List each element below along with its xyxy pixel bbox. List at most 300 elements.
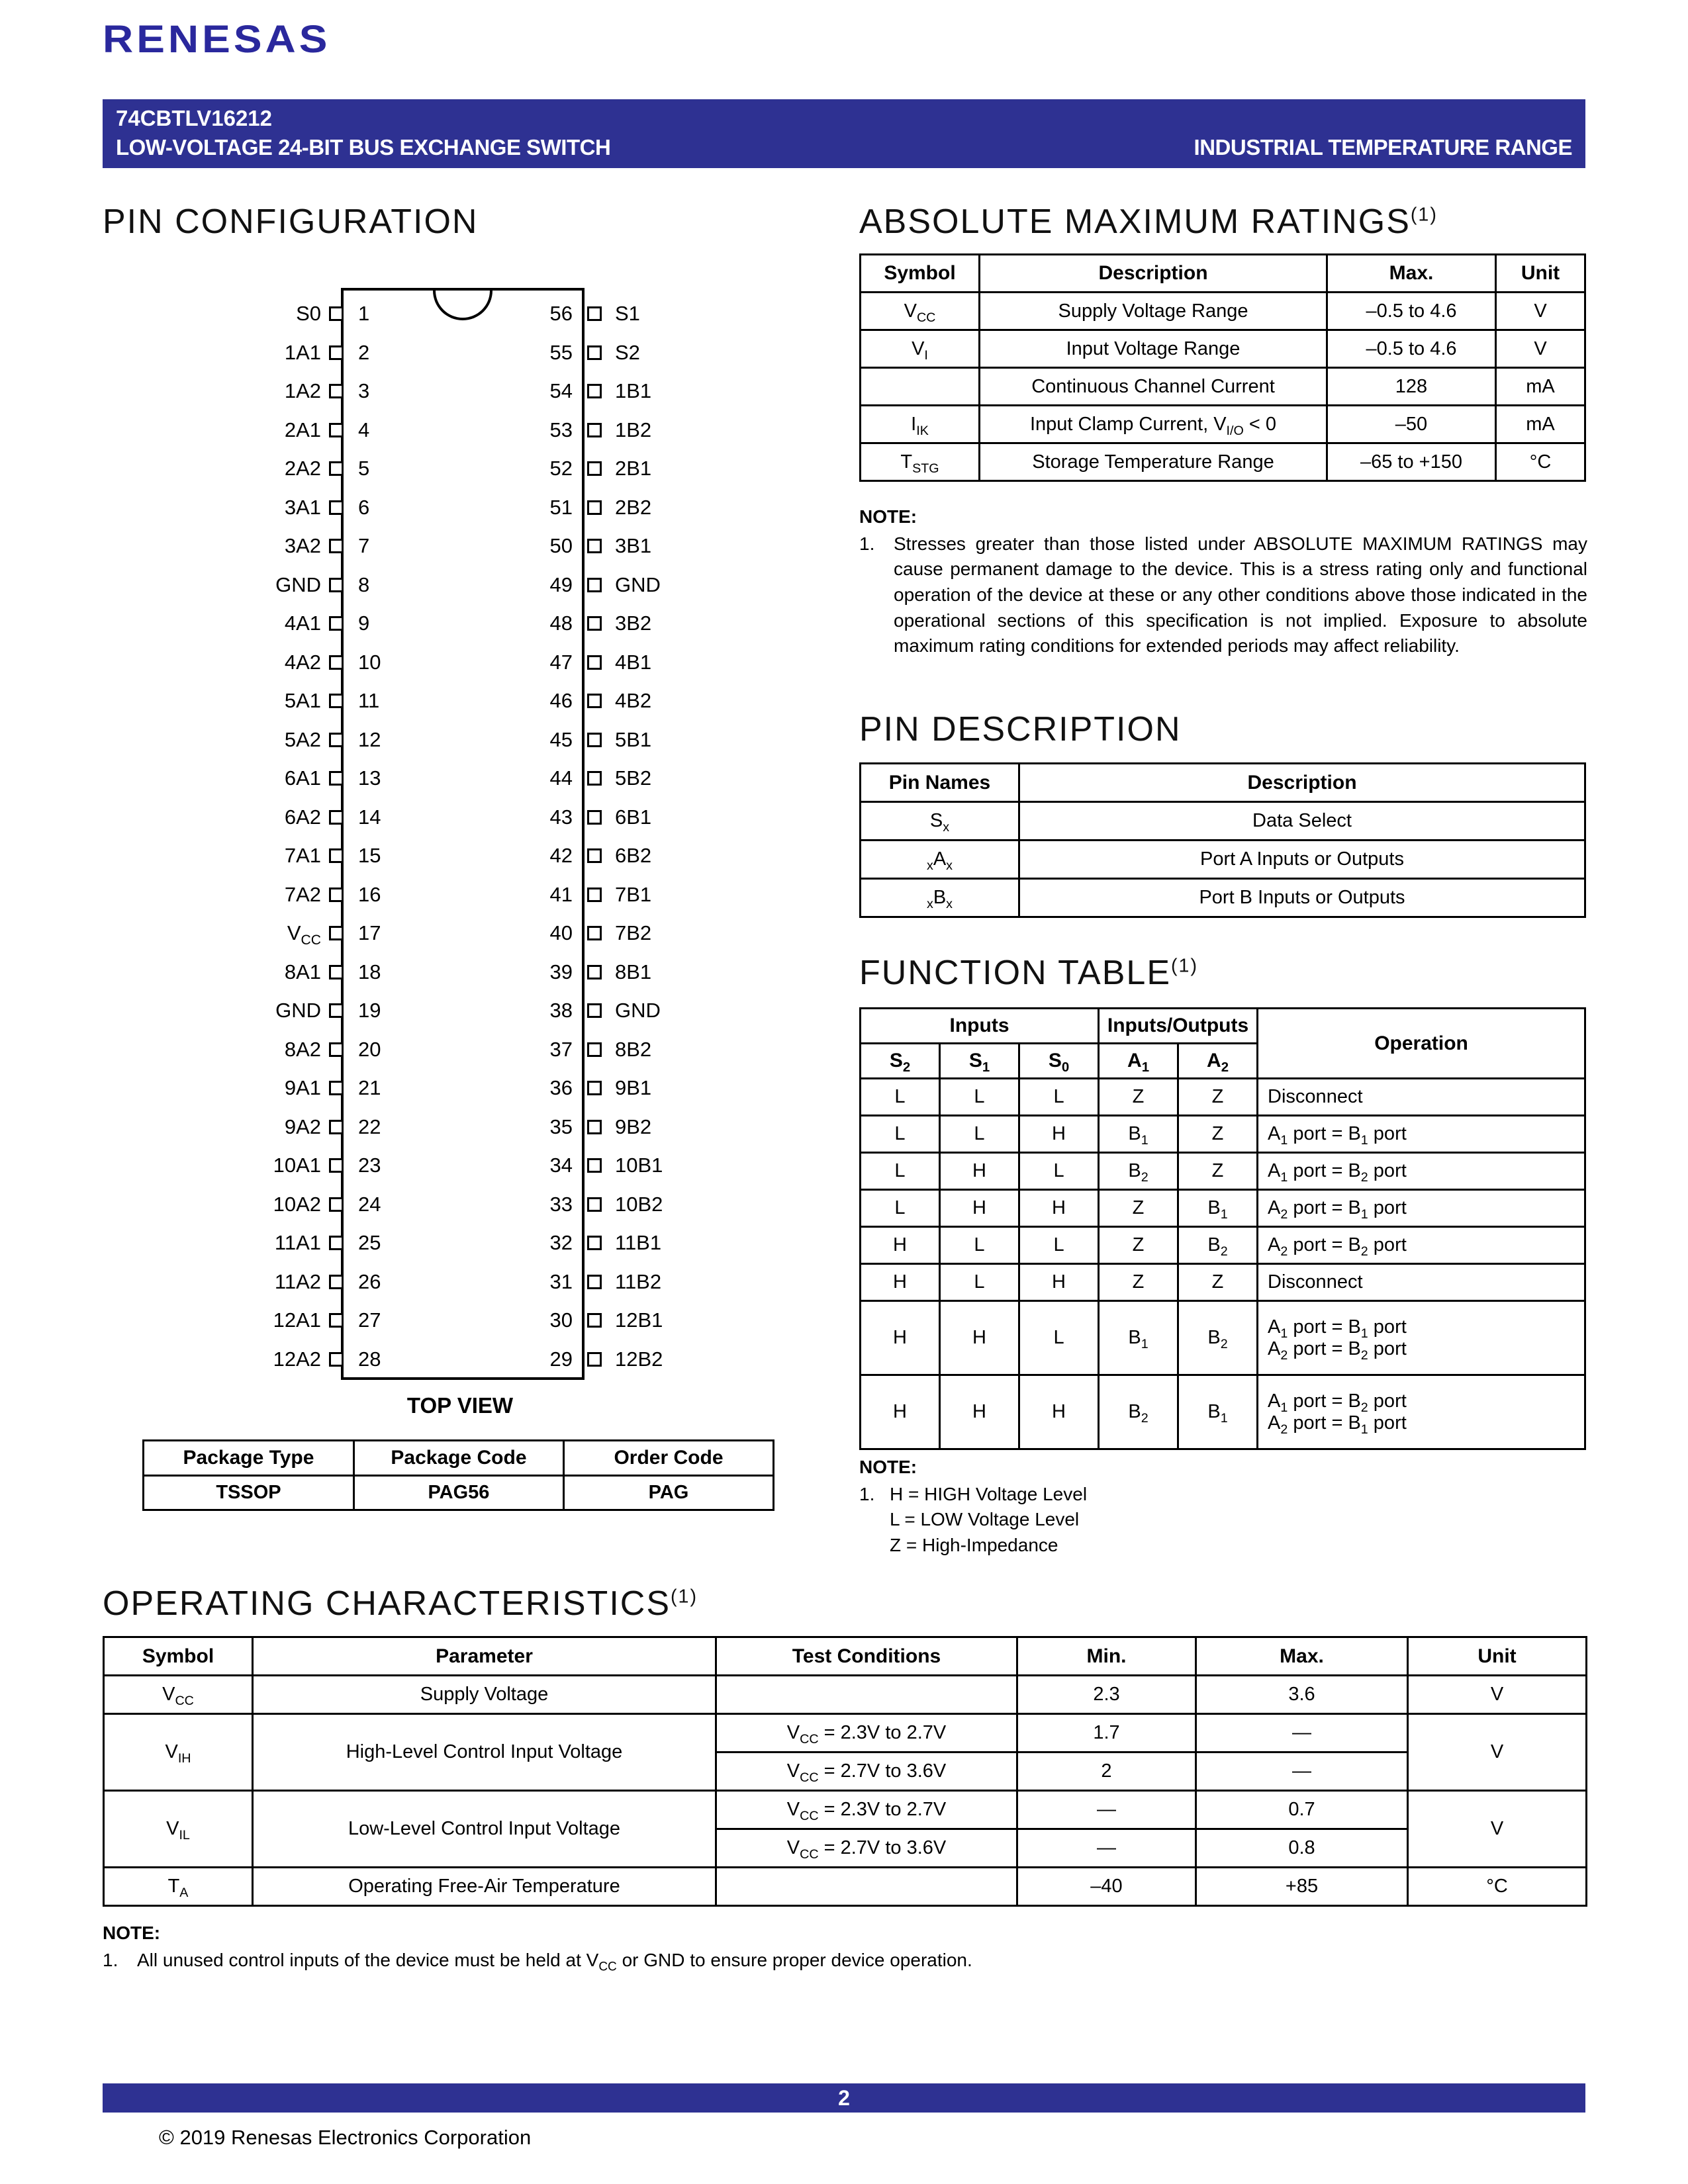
pin-label: GND bbox=[615, 572, 661, 596]
cell: H bbox=[940, 1375, 1019, 1449]
cell: 2 bbox=[1017, 1752, 1196, 1791]
description-header: Description bbox=[1019, 764, 1585, 802]
pin-square-icon bbox=[587, 539, 602, 553]
cell: High-Level Control Input Voltage bbox=[253, 1714, 716, 1791]
pin-number: 54 bbox=[549, 379, 573, 403]
table-row bbox=[104, 1676, 1587, 1714]
pin-description-title: PIN DESCRIPTION bbox=[859, 710, 1182, 749]
pin-row bbox=[103, 488, 398, 527]
pin-row bbox=[103, 876, 398, 915]
table-row bbox=[861, 1153, 1585, 1190]
pin-number: 51 bbox=[549, 495, 573, 519]
operation-cell: $A_1$ port = $B_2$ port $A_2$ port = $B_1$ port bbox=[1258, 1375, 1585, 1449]
cell: L bbox=[1019, 1153, 1099, 1190]
pin-label: 3B1 bbox=[615, 534, 652, 558]
pin-row bbox=[532, 876, 849, 915]
pin-names-header: Pin Names bbox=[861, 764, 1019, 802]
pin-label: 8A2 bbox=[284, 1037, 321, 1061]
pin-label: 8B2 bbox=[615, 1037, 652, 1061]
pin-label: 6A2 bbox=[284, 805, 321, 829]
pin-label: 5A1 bbox=[284, 689, 321, 713]
note-text: Stresses greater than those listed under ABSOLUTE MAXIMUM RATINGS may cause permanent damage to the device. This is a stress rating only and functional operation of the device at these or any other conditions above those indicated in the operational sections of this specification is not implied. Exposure to absolute maximum rating conditions for extended periods may affect reliability. bbox=[894, 533, 1587, 657]
pin-number: 47 bbox=[549, 650, 573, 674]
pin-number: 56 bbox=[549, 302, 573, 326]
cell: L bbox=[861, 1079, 940, 1116]
pin-number: 23 bbox=[358, 1154, 381, 1177]
pin-row bbox=[103, 1263, 398, 1302]
pin-label: 8B1 bbox=[615, 960, 652, 983]
order-code-header: Order Code bbox=[563, 1441, 773, 1476]
pin-label: 6A1 bbox=[284, 766, 321, 790]
table-row bbox=[104, 1868, 1587, 1906]
pin-row bbox=[532, 759, 849, 798]
pin-row bbox=[103, 1108, 398, 1147]
test-conditions-header: Test Conditions bbox=[716, 1637, 1017, 1676]
pin-square-icon bbox=[587, 848, 602, 863]
pin-row bbox=[103, 449, 398, 488]
cell: Z bbox=[1178, 1264, 1258, 1301]
min-header: Min. bbox=[1017, 1637, 1196, 1676]
cell: L bbox=[861, 1153, 940, 1190]
table-group-header-row bbox=[861, 1009, 1585, 1044]
table-row bbox=[861, 1227, 1585, 1264]
cell: V bbox=[1408, 1714, 1587, 1791]
pin-number: 37 bbox=[549, 1037, 573, 1061]
cell: +85 bbox=[1196, 1868, 1408, 1906]
pin-square-icon bbox=[329, 384, 344, 398]
pin-row bbox=[103, 682, 398, 721]
pin-row bbox=[532, 1146, 849, 1185]
operating-characteristics-title: OPERATING CHARACTERISTICS$^{(1)}$ bbox=[103, 1584, 698, 1623]
cell: $V_{CC} = 2.7V$ to 3.6V bbox=[716, 1829, 1017, 1868]
cell: $V_{CC} = 2.3V$ to 2.7V bbox=[716, 1714, 1017, 1752]
cell: H bbox=[1019, 1190, 1099, 1227]
pin-square-icon bbox=[329, 1352, 344, 1367]
pin-row bbox=[103, 721, 398, 760]
cell: 1.7 bbox=[1017, 1714, 1196, 1752]
pin-number: 27 bbox=[358, 1308, 381, 1332]
pin-square-icon bbox=[587, 1275, 602, 1289]
cell: L bbox=[940, 1116, 1019, 1153]
pin-number: 13 bbox=[358, 766, 381, 790]
cell: — bbox=[1017, 1791, 1196, 1829]
pin-label: 12B1 bbox=[615, 1308, 663, 1332]
pin-square-icon bbox=[329, 1275, 344, 1289]
pin-square-icon bbox=[329, 771, 344, 786]
cell: 0.7 bbox=[1196, 1791, 1408, 1829]
package-code-cell: PAG56 bbox=[353, 1476, 563, 1510]
pin-square-icon bbox=[329, 1042, 344, 1057]
order-code-cell: PAG bbox=[563, 1476, 773, 1510]
pin-number: 5 bbox=[358, 457, 370, 480]
pin-label: 3B2 bbox=[615, 612, 652, 635]
pin-label: 1B1 bbox=[615, 379, 652, 403]
cell: $V_I$ bbox=[861, 330, 980, 368]
cell: $_xB_x$ bbox=[861, 879, 1019, 917]
operation-cell: $A_1$ port = $B_1$ port bbox=[1258, 1116, 1585, 1153]
pin-square-icon bbox=[329, 965, 344, 979]
pin-row bbox=[532, 295, 849, 334]
pin-number: 28 bbox=[358, 1347, 381, 1371]
pin-row bbox=[532, 604, 849, 643]
cell: $B_2$ bbox=[1099, 1153, 1178, 1190]
pin-row bbox=[532, 1301, 849, 1340]
pin-square-icon bbox=[329, 616, 344, 631]
pin-row bbox=[532, 1340, 849, 1379]
cell: L bbox=[940, 1227, 1019, 1264]
max-header: Max. bbox=[1327, 255, 1496, 293]
pin-square-icon bbox=[329, 345, 344, 360]
unit-header: Unit bbox=[1408, 1637, 1587, 1676]
pin-square-icon bbox=[587, 423, 602, 437]
pin-label: 12A1 bbox=[273, 1308, 321, 1332]
pin-square-icon bbox=[587, 733, 602, 747]
cell: L bbox=[1019, 1227, 1099, 1264]
pin-label: 2B1 bbox=[615, 457, 652, 480]
cell: $I_{IK}$ bbox=[861, 406, 980, 443]
pin-label: 8A1 bbox=[284, 960, 321, 983]
pin-square-icon bbox=[587, 694, 602, 708]
page-number: 2 bbox=[838, 2085, 850, 2110]
pin-square-icon bbox=[329, 887, 344, 902]
pin-description-table bbox=[859, 762, 1586, 918]
pin-row bbox=[103, 1185, 398, 1224]
pin-row bbox=[103, 527, 398, 566]
cell: Z bbox=[1099, 1190, 1178, 1227]
pin-label: GND bbox=[615, 999, 661, 1023]
pin-square-icon bbox=[587, 926, 602, 940]
cell: $B_1$ bbox=[1099, 1301, 1178, 1375]
table-row bbox=[104, 1714, 1587, 1752]
table-row bbox=[861, 1190, 1585, 1227]
description-header: Description bbox=[980, 255, 1327, 293]
pin-number: 18 bbox=[358, 960, 381, 983]
pin-row bbox=[103, 1301, 398, 1340]
pin-row bbox=[532, 527, 849, 566]
s1-header: $S_1$ bbox=[940, 1044, 1019, 1079]
pin-number: 52 bbox=[549, 457, 573, 480]
pin-square-icon bbox=[329, 810, 344, 825]
cell: –0.5 to 4.6 bbox=[1327, 293, 1496, 330]
pin-row bbox=[532, 682, 849, 721]
pin-square-icon bbox=[329, 1236, 344, 1250]
cell bbox=[716, 1868, 1017, 1906]
pin-square-icon bbox=[587, 1003, 602, 1018]
pin-square-icon bbox=[587, 1352, 602, 1367]
pin-label: 10B2 bbox=[615, 1192, 663, 1216]
cell: $B_2$ bbox=[1099, 1375, 1178, 1449]
cell: –50 bbox=[1327, 406, 1496, 443]
cell: L bbox=[940, 1079, 1019, 1116]
table-row bbox=[144, 1476, 774, 1510]
cell: $V_{CC} = 2.3V$ to 2.7V bbox=[716, 1791, 1017, 1829]
cell: H bbox=[1019, 1264, 1099, 1301]
part-number: 74CBTLV16212 bbox=[116, 106, 273, 130]
pin-label: 12B2 bbox=[615, 1347, 663, 1371]
inputs-outputs-group-header: Inputs/Outputs bbox=[1099, 1009, 1258, 1044]
pin-number: 42 bbox=[549, 844, 573, 868]
pin-label: 9B1 bbox=[615, 1076, 652, 1100]
copyright-text: © 2019 Renesas Electronics Corporation bbox=[159, 2126, 532, 2149]
note-number: 1. bbox=[103, 1949, 118, 1970]
pin-label: 4B2 bbox=[615, 689, 652, 713]
pin-row bbox=[532, 643, 849, 682]
pin-number: 19 bbox=[358, 999, 381, 1023]
cell: H bbox=[940, 1301, 1019, 1375]
table-row bbox=[861, 368, 1585, 406]
note-text: L = LOW Voltage Level bbox=[890, 1509, 1080, 1530]
pin-number: 48 bbox=[549, 612, 573, 635]
pin-row bbox=[103, 953, 398, 992]
pin-number: 3 bbox=[358, 379, 370, 403]
cell: Continuous Channel Current bbox=[980, 368, 1327, 406]
pin-row bbox=[532, 1224, 849, 1263]
pin-label: S2 bbox=[615, 340, 640, 364]
pin-label: 1A1 bbox=[284, 340, 321, 364]
pin-label: 5B1 bbox=[615, 727, 652, 751]
pin-row bbox=[103, 295, 398, 334]
package-type-header: Package Type bbox=[144, 1441, 354, 1476]
pin-number: 7 bbox=[358, 534, 370, 558]
operation-cell: $A_2$ port = $B_2$ port bbox=[1258, 1227, 1585, 1264]
pin-row bbox=[532, 1263, 849, 1302]
pin-row bbox=[103, 914, 398, 953]
operation-header: Operation bbox=[1258, 1009, 1585, 1079]
pin-number: 33 bbox=[549, 1192, 573, 1216]
pin-number: 46 bbox=[549, 689, 573, 713]
table-row bbox=[861, 330, 1585, 368]
note-label: NOTE: bbox=[103, 1923, 161, 1943]
cell: 2.3 bbox=[1017, 1676, 1196, 1714]
cell: — bbox=[1196, 1752, 1408, 1791]
pin-number: 36 bbox=[549, 1076, 573, 1100]
cell: H bbox=[940, 1153, 1019, 1190]
cell: H bbox=[1019, 1375, 1099, 1449]
pin-row bbox=[532, 1030, 849, 1069]
pin-number: 38 bbox=[549, 999, 573, 1023]
header-bar bbox=[103, 99, 1585, 168]
pin-number: 20 bbox=[358, 1037, 381, 1061]
cell: V bbox=[1496, 293, 1585, 330]
pin-number: 14 bbox=[358, 805, 381, 829]
pin-row bbox=[103, 991, 398, 1030]
cell: $S_x$ bbox=[861, 802, 1019, 841]
pin-label: 9A1 bbox=[284, 1076, 321, 1100]
pin-number: 2 bbox=[358, 340, 370, 364]
pin-number: 25 bbox=[358, 1231, 381, 1255]
cell: $V_{CC}$ bbox=[104, 1676, 253, 1714]
pin-row bbox=[103, 566, 398, 605]
pin-label: 10A1 bbox=[273, 1154, 321, 1177]
inputs-group-header: Inputs bbox=[861, 1009, 1099, 1044]
pin-square-icon bbox=[587, 810, 602, 825]
pin-row bbox=[532, 449, 849, 488]
pin-label: 4B1 bbox=[615, 650, 652, 674]
cell: V bbox=[1408, 1791, 1587, 1868]
pin-square-icon bbox=[587, 887, 602, 902]
pin-row bbox=[532, 1108, 849, 1147]
pin-number: 8 bbox=[358, 572, 370, 596]
a2-header: $A_2$ bbox=[1178, 1044, 1258, 1079]
pin-square-icon bbox=[329, 539, 344, 553]
note-text: H = HIGH Voltage Level bbox=[890, 1483, 1088, 1504]
pin-square-icon bbox=[587, 306, 602, 321]
pin-square-icon bbox=[329, 578, 344, 592]
pin-number: 32 bbox=[549, 1231, 573, 1255]
pin-label: 11B1 bbox=[615, 1231, 662, 1255]
cell bbox=[716, 1676, 1017, 1714]
s2-header: $S_2$ bbox=[861, 1044, 940, 1079]
pin-number: 49 bbox=[549, 572, 573, 596]
pin-square-icon bbox=[329, 926, 344, 940]
pin-number: 4 bbox=[358, 418, 370, 441]
pin-square-icon bbox=[329, 1158, 344, 1173]
pin-label: 3A2 bbox=[284, 534, 321, 558]
pin-label: 7B2 bbox=[615, 921, 652, 945]
note-label: NOTE: bbox=[859, 1457, 917, 1477]
operation-cell: $A_1$ port = $B_2$ port bbox=[1258, 1153, 1585, 1190]
table-header-row bbox=[861, 255, 1585, 293]
pin-row bbox=[532, 1185, 849, 1224]
function-table bbox=[859, 1007, 1586, 1450]
function-table-title: FUNCTION TABLE$^{(1)}$ bbox=[859, 954, 1198, 992]
cell: mA bbox=[1496, 368, 1585, 406]
pin-number: 31 bbox=[549, 1269, 573, 1293]
operation-cell: $A_2$ port = $B_1$ port bbox=[1258, 1190, 1585, 1227]
table-row bbox=[861, 1079, 1585, 1116]
pin-square-icon bbox=[329, 306, 344, 321]
pin-number: 24 bbox=[358, 1192, 381, 1216]
pin-number: 1 bbox=[358, 302, 370, 326]
pin-square-icon bbox=[587, 1120, 602, 1134]
pin-number: 43 bbox=[549, 805, 573, 829]
cell: Z bbox=[1178, 1079, 1258, 1116]
cell: –65 to +150 bbox=[1327, 443, 1496, 481]
cell: Input Clamp Current, $V_{I/O} < 0$ bbox=[980, 406, 1327, 443]
cell: H bbox=[861, 1264, 940, 1301]
pin-label: 7A1 bbox=[284, 844, 321, 868]
pin-configuration-title: PIN CONFIGURATION bbox=[103, 203, 479, 241]
cell: 3.6 bbox=[1196, 1676, 1408, 1714]
pin-number: 15 bbox=[358, 844, 381, 868]
cell: $B_1$ bbox=[1178, 1375, 1258, 1449]
cell: $B_1$ bbox=[1178, 1190, 1258, 1227]
operating-characteristics-table bbox=[103, 1636, 1587, 1907]
pin-label: $V_{CC}$ bbox=[287, 921, 321, 948]
pin-square-icon bbox=[329, 500, 344, 515]
pin-square-icon bbox=[587, 1236, 602, 1250]
pin-label: 4A1 bbox=[284, 612, 321, 635]
cell: H bbox=[861, 1301, 940, 1375]
cell: Z bbox=[1099, 1264, 1178, 1301]
pin-label: GND bbox=[275, 572, 321, 596]
pin-label: 11A1 bbox=[274, 1231, 321, 1255]
pin-square-icon bbox=[329, 1313, 344, 1328]
pin-number: 26 bbox=[358, 1269, 381, 1293]
pin-label: 9A2 bbox=[284, 1115, 321, 1138]
cell: H bbox=[861, 1375, 940, 1449]
cell: Data Select bbox=[1019, 802, 1585, 841]
top-view-label: TOP VIEW bbox=[406, 1393, 514, 1418]
pin-label: 1A2 bbox=[284, 379, 321, 403]
pin-label: 12A2 bbox=[273, 1347, 321, 1371]
pin-square-icon bbox=[587, 655, 602, 670]
table-header-row bbox=[144, 1441, 774, 1476]
cell: Storage Temperature Range bbox=[980, 443, 1327, 481]
pin-number: 16 bbox=[358, 882, 381, 906]
pin-label: 7A2 bbox=[284, 882, 321, 906]
table-row bbox=[861, 1375, 1585, 1449]
pin-label: 4A2 bbox=[284, 650, 321, 674]
pin-number: 40 bbox=[549, 921, 573, 945]
cell: Z bbox=[1099, 1227, 1178, 1264]
pin-row bbox=[103, 1030, 398, 1069]
pin-row bbox=[532, 798, 849, 837]
pin-label: 3A1 bbox=[284, 495, 321, 519]
cell: –0.5 to 4.6 bbox=[1327, 330, 1496, 368]
table-row bbox=[861, 406, 1585, 443]
operation-cell: Disconnect bbox=[1258, 1264, 1585, 1301]
cell: $V_{IH}$ bbox=[104, 1714, 253, 1791]
pin-square-icon bbox=[587, 771, 602, 786]
cell: — bbox=[1196, 1714, 1408, 1752]
note-text: All unused control inputs of the device must be held at $V_{CC}$ or GND to ensure proper device operation. bbox=[137, 1949, 972, 1974]
absolute-maximum-ratings-table bbox=[859, 253, 1586, 482]
renesas-logo: RENESAS bbox=[103, 17, 331, 62]
pin-square-icon bbox=[587, 1197, 602, 1212]
cell: H bbox=[1019, 1116, 1099, 1153]
pin-label: 10A2 bbox=[273, 1192, 321, 1216]
pin-label: GND bbox=[275, 999, 321, 1023]
pin-row bbox=[103, 372, 398, 411]
pin-label: 7B1 bbox=[615, 882, 652, 906]
pin-square-icon bbox=[329, 1081, 344, 1095]
cell: Operating Free-Air Temperature bbox=[253, 1868, 716, 1906]
pin-label: 2A1 bbox=[284, 418, 321, 441]
pin-row bbox=[532, 488, 849, 527]
pin-row bbox=[532, 914, 849, 953]
pin-number: 50 bbox=[549, 534, 573, 558]
unit-header: Unit bbox=[1496, 255, 1585, 293]
pin-label: 1B2 bbox=[615, 418, 652, 441]
pin-row bbox=[532, 1069, 849, 1108]
pin-label: 10B1 bbox=[615, 1154, 663, 1177]
pin-row bbox=[103, 1224, 398, 1263]
pin-square-icon bbox=[587, 616, 602, 631]
pin-number: 55 bbox=[549, 340, 573, 364]
pin-row bbox=[532, 721, 849, 760]
pin-row bbox=[532, 837, 849, 876]
table-header-row bbox=[104, 1637, 1587, 1676]
max-header: Max. bbox=[1196, 1637, 1408, 1676]
table-row bbox=[861, 841, 1585, 879]
pin-row bbox=[103, 1340, 398, 1379]
pin-number: 17 bbox=[358, 921, 381, 945]
pin-row bbox=[532, 991, 849, 1030]
cell: L bbox=[1019, 1079, 1099, 1116]
operation-cell: Disconnect bbox=[1258, 1079, 1585, 1116]
table-row bbox=[861, 443, 1585, 481]
symbol-header: Symbol bbox=[861, 255, 980, 293]
pin-row bbox=[532, 566, 849, 605]
function-table-note bbox=[859, 1455, 1587, 1559]
cell: H bbox=[940, 1190, 1019, 1227]
pin-square-icon bbox=[587, 1042, 602, 1057]
pin-number: 10 bbox=[358, 650, 381, 674]
pin-square-icon bbox=[329, 423, 344, 437]
s0-header: $S_0$ bbox=[1019, 1044, 1099, 1079]
note-label: NOTE: bbox=[859, 506, 917, 527]
